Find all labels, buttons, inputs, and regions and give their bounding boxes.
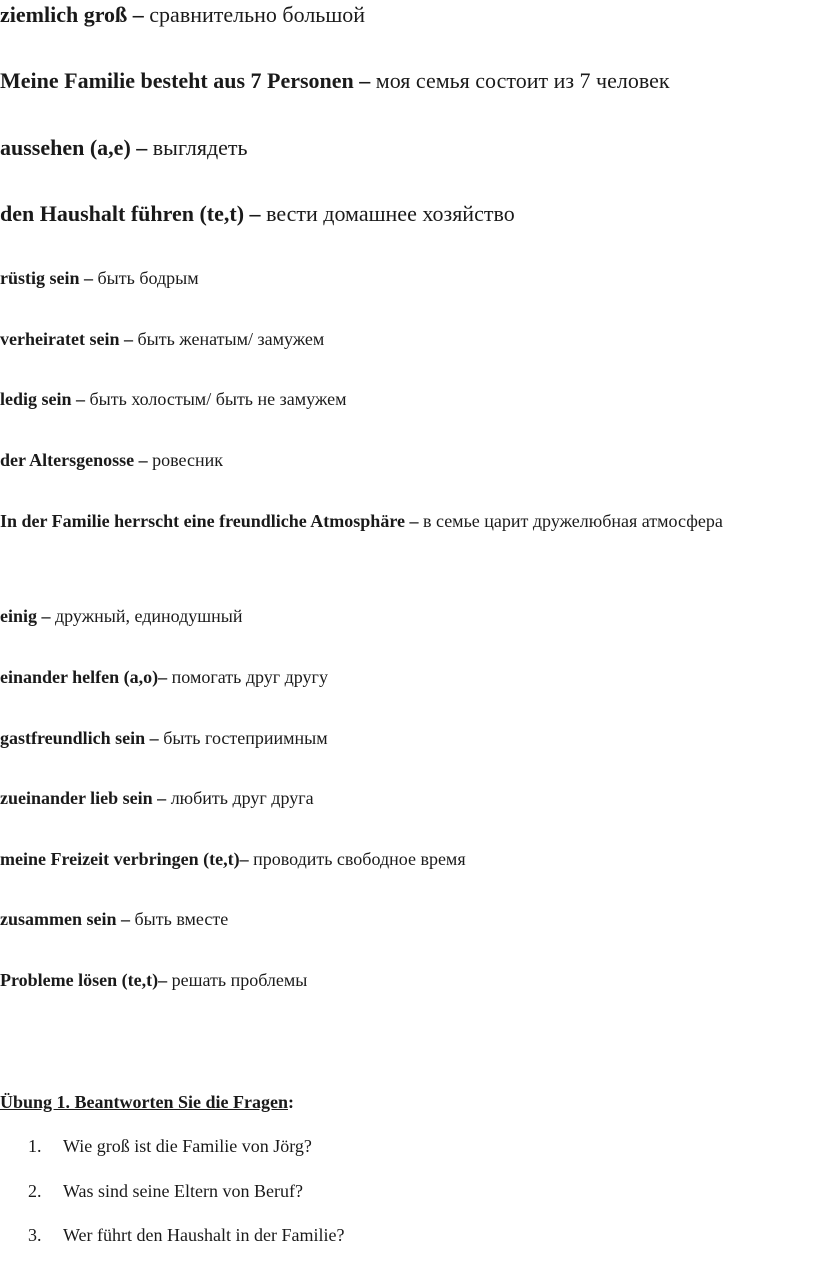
- exercise-title: Übung 1. Beantworten Sie die Fragen: [0, 1092, 288, 1112]
- vocab-translation: проводить свободное время: [248, 849, 466, 869]
- vocab-translation: в семье царит дружелюбная атмосфера: [418, 511, 723, 531]
- vocab-entry: [0, 849, 816, 871]
- vocab-term: einig –: [0, 606, 51, 626]
- vocab-translation: быть холостым/ быть не замужем: [85, 389, 347, 409]
- vocab-entry: [0, 667, 816, 689]
- vocab-entry: [0, 503, 816, 539]
- vocab-entry: [0, 201, 816, 227]
- vocab-term: ledig sein –: [0, 389, 86, 409]
- vocab-entry: [0, 728, 816, 750]
- vocab-entry: [0, 329, 816, 351]
- vocab-translation: быть вместе: [130, 909, 229, 929]
- vocab-entry: [0, 135, 816, 161]
- vocab-term: Meine Familie besteht aus 7 Personen –: [0, 68, 371, 93]
- vocab-entry: [0, 389, 816, 411]
- vocab-translation: сравнительно большой: [143, 2, 366, 27]
- vocab-entry: [0, 268, 816, 290]
- exercise-heading: [0, 1092, 294, 1113]
- vocab-term: meine Freizeit verbringen (te,t)–: [0, 849, 249, 869]
- vocab-translation: решать проблемы: [167, 970, 308, 990]
- question-text: Was sind seine Eltern von Beruf?: [63, 1181, 303, 1201]
- vocab-translation: помогать друг другу: [167, 667, 328, 687]
- vocab-term: ziemlich groß –: [0, 2, 144, 27]
- vocab-term: zueinander lieb sein –: [0, 788, 167, 808]
- question-text: Wer führt den Haushalt in der Familie?: [63, 1225, 345, 1245]
- vocab-entry: [0, 606, 816, 628]
- vocab-translation: любить друг друга: [166, 788, 314, 808]
- vocab-term: rüstig sein –: [0, 268, 94, 288]
- vocab-translation: быть женатым/ замужем: [132, 329, 325, 349]
- exercise-colon: :: [288, 1092, 294, 1112]
- vocab-term: der Altersgenosse –: [0, 450, 148, 470]
- vocab-entry: [0, 450, 816, 472]
- vocab-translation: быть гостеприимным: [158, 728, 328, 748]
- question-number: 2.: [28, 1181, 42, 1201]
- vocab-term: gastfreundlich sein –: [0, 728, 159, 748]
- vocab-translation: вести домашнее хозяйство: [260, 201, 515, 226]
- vocab-translation: моя семья состоит из 7 человек: [370, 68, 670, 93]
- vocab-translation: быть бодрым: [93, 268, 199, 288]
- vocab-entry: [0, 788, 816, 810]
- vocab-term: aussehen (a,e) –: [0, 135, 148, 160]
- vocab-term: den Haushalt führen (te,t) –: [0, 201, 261, 226]
- vocab-term: In der Familie herrscht eine freundliche Atmosphäre –: [0, 511, 419, 531]
- vocab-term: zusammen sein –: [0, 909, 130, 929]
- vocab-term: einander helfen (a,o)–: [0, 667, 168, 687]
- vocab-entry: [0, 68, 816, 94]
- vocab-entry: [0, 2, 816, 28]
- vocab-entry: [0, 970, 816, 992]
- vocab-term: verheiratet sein –: [0, 329, 133, 349]
- vocab-translation: выглядеть: [147, 135, 248, 160]
- vocab-entry: [0, 909, 816, 931]
- question-number: 3.: [28, 1225, 42, 1245]
- question-text: Wie groß ist die Familie von Jörg?: [63, 1136, 312, 1156]
- vocab-term: Probleme lösen (te,t)–: [0, 970, 168, 990]
- question-number: 1.: [28, 1136, 42, 1156]
- vocab-translation: дружный, единодушный: [50, 606, 243, 626]
- vocab-translation: ровесник: [147, 450, 223, 470]
